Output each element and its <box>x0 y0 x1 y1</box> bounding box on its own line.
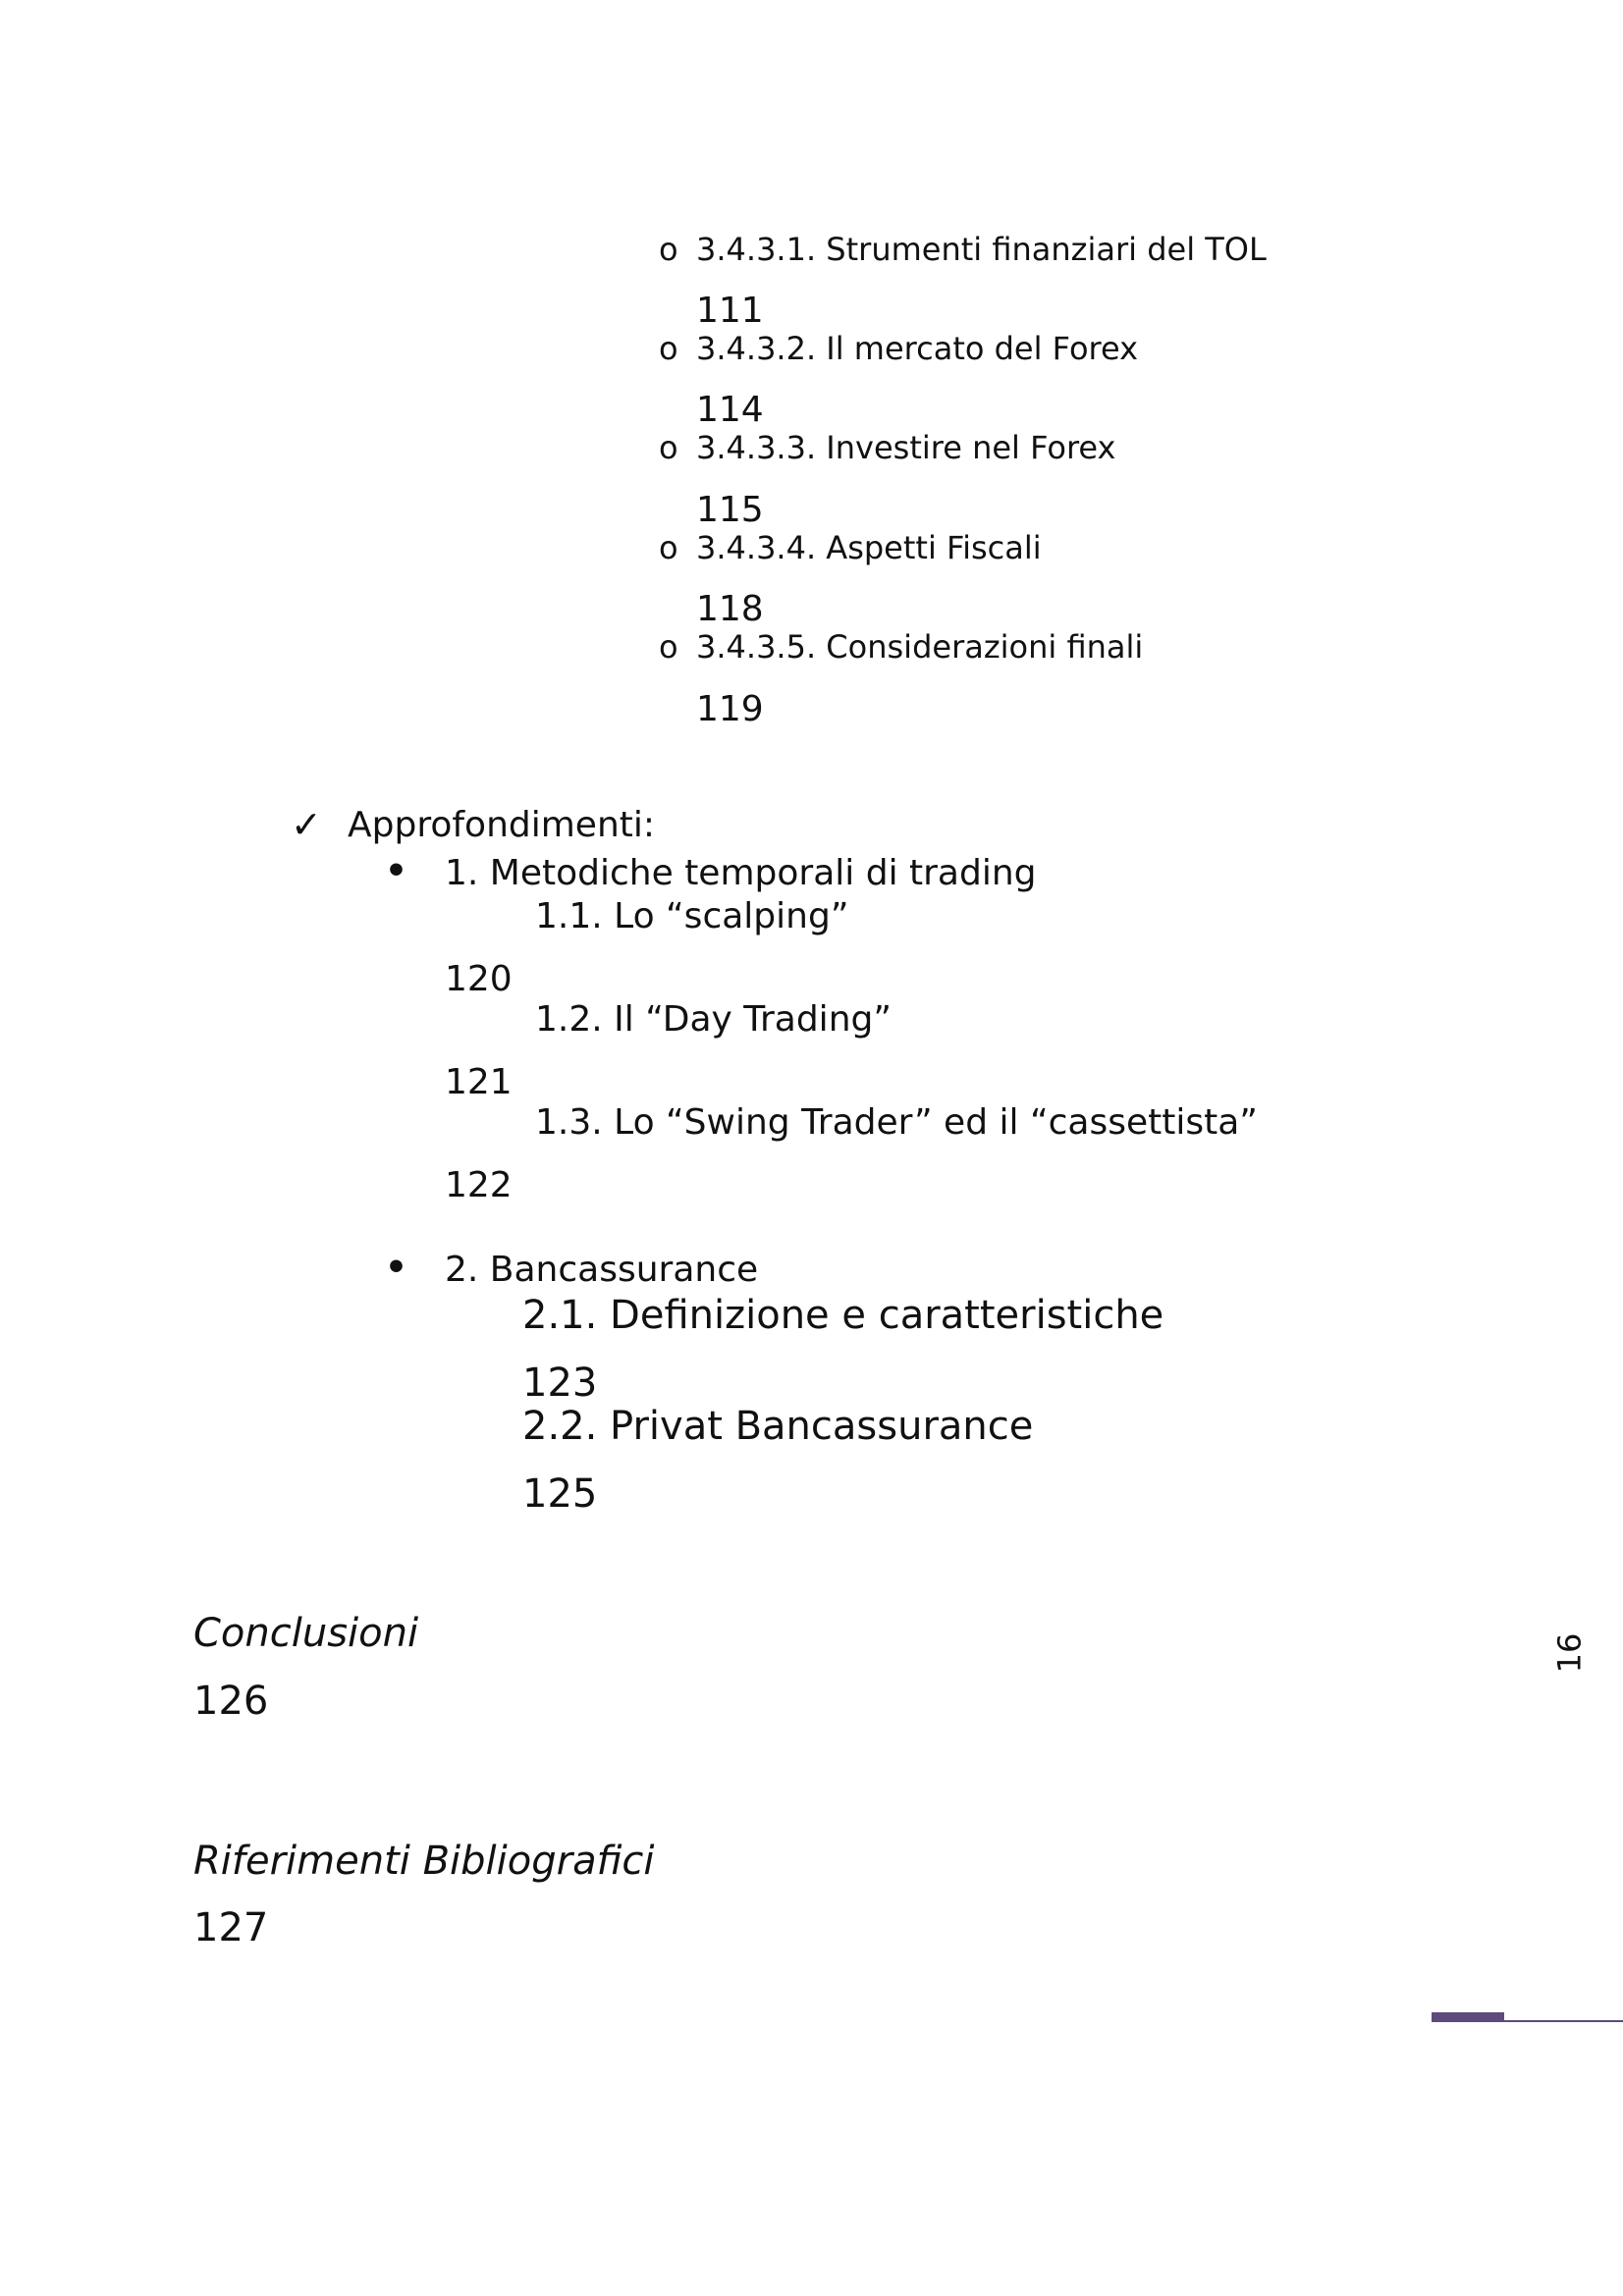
toc-entry-title: 1.2. Il “Day Trading” <box>535 999 893 1040</box>
hollow-bullet-icon: o <box>659 231 678 268</box>
toc-entry-title: 2.1. Definizione e caratteristiche <box>522 1293 1164 1338</box>
toc-entry-page: 125 <box>522 1471 598 1517</box>
toc-entry-page: 119 <box>696 689 764 729</box>
bullet-dot-icon: • <box>385 851 408 891</box>
hollow-bullet-icon: o <box>659 529 678 566</box>
page-number: 16 <box>1550 1632 1589 1674</box>
toc-entry-title: 3.4.3.5. Considerazioni finali <box>696 628 1144 666</box>
hollow-bullet-icon: o <box>659 330 678 367</box>
hollow-bullet-icon: o <box>659 628 678 666</box>
bullet-dot-icon: • <box>385 1248 408 1288</box>
toc-entry-page: 118 <box>696 589 764 629</box>
toc-entry-title: 1.3. Lo “Swing Trader” ed il “cassettista” <box>535 1102 1258 1143</box>
footer-accent-bar <box>1432 2012 1504 2022</box>
toc-entry-title: Riferimenti Bibliografici <box>193 1839 655 1884</box>
toc-entry-title: 1.1. Lo “scalping” <box>535 896 849 936</box>
checkmark-icon: ✓ <box>291 803 322 846</box>
hollow-bullet-icon: o <box>659 429 678 466</box>
toc-entry-page: 123 <box>522 1361 598 1406</box>
toc-entry-page: 111 <box>696 291 764 331</box>
toc-entry-title: 3.4.3.2. Il mercato del Forex <box>696 330 1139 367</box>
toc-entry-page: 126 <box>193 1679 269 1724</box>
approfondimenti-label: Approfondimenti: <box>348 805 656 845</box>
footer-accent-line <box>1504 2020 1623 2022</box>
toc-entry-page: 122 <box>445 1165 513 1205</box>
toc-entry-title: 3.4.3.4. Aspetti Fiscali <box>696 529 1042 566</box>
toc-entry-page: 120 <box>445 959 513 999</box>
toc-entry-page: 115 <box>696 490 764 530</box>
toc-entry-title: 3.4.3.1. Strumenti finanziari del TOL <box>696 231 1267 268</box>
toc-entry-page: 114 <box>696 390 764 430</box>
toc-section-title: 1. Metodiche temporali di trading <box>445 853 1037 893</box>
toc-section-title: 2. Bancassurance <box>445 1250 759 1290</box>
toc-entry-page: 121 <box>445 1062 513 1102</box>
toc-entry-title: 3.4.3.3. Investire nel Forex <box>696 429 1116 466</box>
toc-entry-page: 127 <box>193 1905 269 1950</box>
toc-entry-title: Conclusioni <box>193 1611 419 1656</box>
toc-entry-title: 2.2. Privat Bancassurance <box>522 1404 1034 1449</box>
